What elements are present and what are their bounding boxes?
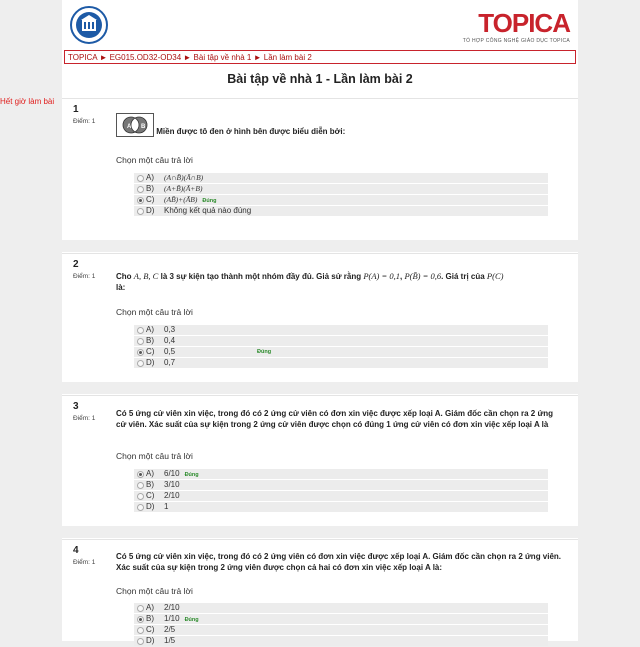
answer-prompt: Chọn một câu trả lời [116,307,193,317]
radio-button[interactable] [137,338,144,345]
radio-button[interactable] [137,175,144,182]
question-separator [62,526,578,538]
answer-list [134,325,548,369]
radio-button[interactable] [137,186,144,193]
correct-badge: Đúng [184,472,199,478]
answer-option-d[interactable]: D) 0,7 [134,358,548,368]
page-title: Bài tập về nhà 1 - Lần làm bài 2 [227,72,413,86]
answer-option-d[interactable]: D) 1/5 [134,636,548,646]
radio-button[interactable] [137,208,144,215]
answer-option-a[interactable]: A) 0,3 [134,325,548,335]
radio-button[interactable] [137,482,144,489]
brand-name: TOPICA [478,8,570,38]
answer-option-b[interactable]: B) 3/10 [134,480,548,490]
answer-option-d[interactable]: D) Không kết quả nào đúng [134,206,548,216]
answer-list [134,469,548,513]
answer-prompt: Chọn một câu trả lời [116,451,193,461]
breadcrumb-separator-icon: ► [183,53,194,62]
answer-option-b[interactable]: B) (A+B̄)(Ā+B) [134,184,548,194]
question-separator [62,240,578,252]
question-text-content: Miền được tô đen ở hình bên được biểu diễn bởi: [156,127,346,137]
header [62,0,578,48]
radio-button[interactable] [137,493,144,500]
radio-button[interactable] [137,605,144,612]
radio-button[interactable] [137,504,144,511]
breadcrumb-item-homework[interactable]: Bài tập về nhà 1 [193,53,252,62]
venn-diagram-icon [116,113,154,137]
radio-button-selected[interactable] [137,197,144,204]
brand-tagline: TỔ HỢP CÔNG NGHỆ GIÁO DỤC TOPICA [462,38,570,44]
answer-list [134,603,548,647]
question-number: 2 [73,259,79,270]
radio-button[interactable] [137,638,144,645]
breadcrumb-separator-icon: ► [253,53,264,62]
answer-option-b[interactable]: B) 0,4 [134,336,548,346]
timeout-notice: Hết giờ làm bài [0,97,55,106]
answer-option-c[interactable]: C) 2/10 [134,491,548,501]
answer-option-c[interactable]: C) 2/5 [134,625,548,635]
correct-badge: Đúng [184,617,199,623]
question-points: Điểm: 1 [73,415,96,422]
radio-button-selected[interactable] [137,349,144,356]
question-2 [62,253,578,382]
breadcrumb-item-course[interactable]: EG015.OD32-OD34 [109,53,182,62]
topica-logo [463,10,570,44]
question-points: Điểm: 1 [73,273,96,280]
question-number: 1 [73,104,79,115]
answer-option-a[interactable]: A) 2/10 [134,603,548,613]
answer-option-c[interactable]: C) 0,5 Đúng [134,347,548,357]
question-3 [62,395,578,526]
question-number: 4 [73,545,79,556]
answer-prompt: Chọn một câu trả lời [116,586,193,596]
radio-button-selected[interactable] [137,616,144,623]
answer-prompt: Chọn một câu trả lời [116,155,193,165]
answer-option-c[interactable]: C) (AB̄)+(ĀB) Đúng [134,195,548,205]
breadcrumb-item-topica[interactable]: TOPICA [68,53,98,62]
breadcrumb-separator-icon: ► [99,53,110,62]
question-text [116,113,345,137]
question-text: Cho A, B, C là 3 sự kiện tạo thành một nhóm đầy đủ. Giả sử rằng P(A) = 0,1, P(B̄) = 0,6. Giá trị của P(C) là: [116,271,504,292]
svg-text:B: B [141,124,146,130]
answer-option-d[interactable]: D) 1 [134,502,548,512]
svg-text:A: A [127,124,132,130]
university-logo-icon [70,6,108,44]
radio-button-selected[interactable] [137,471,144,478]
radio-button[interactable] [137,627,144,634]
breadcrumb [64,50,576,64]
quiz-page [62,0,578,645]
answer-option-a[interactable]: A) 6/10 Đúng [134,469,548,479]
question-points: Điểm: 1 [73,559,96,566]
answer-option-a[interactable]: A) (A∩B̄)(Ā∩B) [134,173,548,183]
question-1 [62,98,578,240]
question-text: Có 5 ứng cử viên xin việc, trong đó có 2 ứng viên có đơn xin việc được xếp loại A. Giám đốc cần chọn ra 2 ứng viên. Xác suất của sự kiện trong 2 ứng viên được chọn cả hai có đơn xin việc xếp loại A là: [116,552,562,572]
question-4 [62,539,578,645]
breadcrumb-item-attempt: Lần làm bài 2 [263,53,312,62]
question-separator [62,382,578,394]
answer-option-b[interactable]: B) 1/10 Đúng [134,614,548,624]
answer-list [134,173,548,217]
radio-button[interactable] [137,360,144,367]
question-text: Có 5 ứng cử viên xin việc, trong đó có 2 ứng cử viên có đơn xin việc được xếp loại A. Giám đốc cần chọn ra 2 ứng cử viên. Xác suất của sự kiện trong 2 ứng cử viên được chọn có đúng 1 ứng cử viên có đơn xin việc xếp loại A là [116,409,554,429]
radio-button[interactable] [137,327,144,334]
correct-badge: Đúng [202,198,217,204]
correct-badge: Đúng [257,349,272,355]
question-points: Điểm: 1 [73,118,96,125]
question-number: 3 [73,401,79,412]
